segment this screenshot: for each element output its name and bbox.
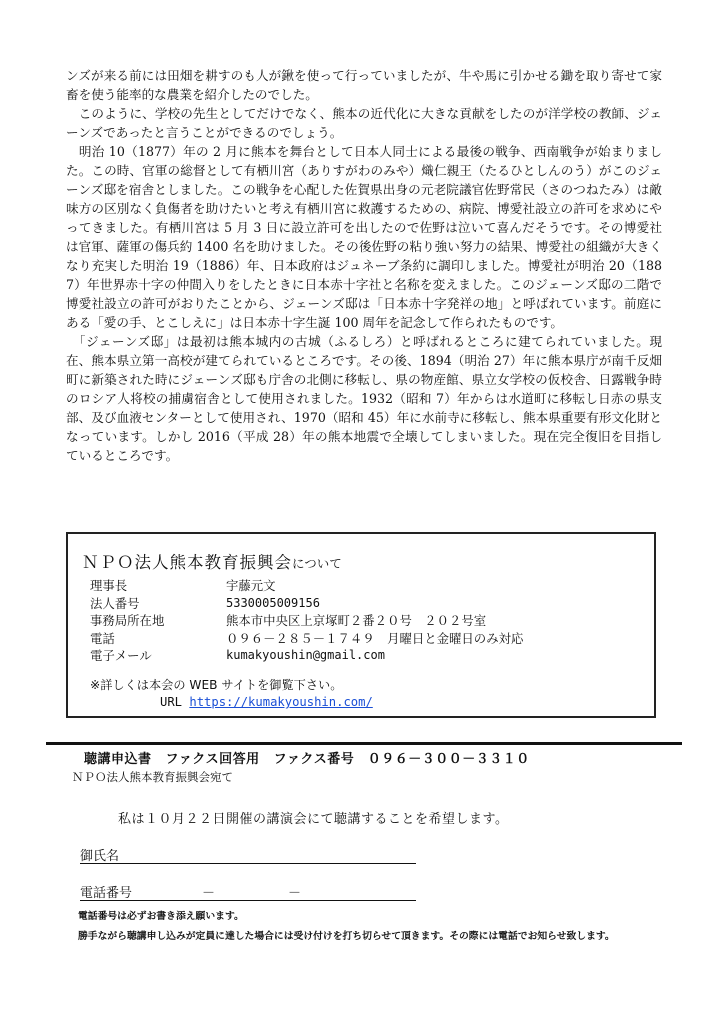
email-address: kumakyoushin@gmail.com [226,648,385,663]
info-box-title-suffix: について [292,556,342,571]
info-row-phone [90,630,650,648]
info-label: 理事長 [90,578,128,593]
form-header-title: 聴講申込書 [84,752,152,767]
website-note: ※詳しくは本会の WEB サイトを御覧下さい。 [90,678,343,692]
phone-separator: － [202,886,216,901]
form-header-fax-number: ファクス番号 ０９６－３００－３３１０ [273,752,530,767]
article-paragraph: 「ジェーンズ邸」は最初は熊本城内の古城（ふるしろ）と呼ばれるところに建てられていました。現在、熊本県立第一高校が建てられているところです。その後、1894（明治 27）年に熊本県庁が南千反畑町に新築された時にジェーンズ邸も庁舎の北側に移転し、県の物産館、県立女学校の仮校舎、日露戦争時のロシア人将校の捕虜宿舎として使用されました。1932（昭和 7）年からは水道町に移転し日赤の県支部、及び血液センターとして使用され、1970（昭和 45）年に水前寺に移転し、熊本県重要有形文化財となっています。しかし 2016（平成 28）年の熊本地震で全壊してしまいました。現在完全復旧を目指しているところです。 [66,334,662,463]
form-divider-line [46,742,682,745]
website-link[interactable]: https://kumakyoushin.com/ [189,695,373,709]
url-label: URL [160,695,183,709]
name-label: 御氏名 [80,849,120,864]
info-value: 宇藤元文 [226,578,276,593]
info-row-address [90,612,650,630]
website-url-line [160,695,373,709]
info-box-title-main: ＮＰＯ法人熊本教育振興会 [82,553,292,572]
info-row-chairman [90,577,650,595]
article-body [66,66,662,465]
name-field[interactable] [80,845,416,864]
info-box-title [82,549,342,573]
info-value: 熊本市中央区上京塚町２番２０号 ２０２号室 [226,613,487,629]
article-paragraph: ンズが来る前には田畑を耕すのも人が鍬を使って行っていましたが、牛や馬に引かせる鋤を取り寄せて家畜を使う能率的な農業を紹介したのでした。 [66,68,662,102]
article-paragraph: このように、学校の先生としてだけでなく、熊本の近代化に大きな貢献をしたのが洋学校の教師、ジェーンズであったと言うことができるのでしょう。 [66,106,662,140]
form-header-fax-reply: ファクス回答用 [165,752,260,767]
info-label: 事務局所在地 [90,613,165,629]
info-value: ０９６－２８５－１７４９ 月曜日と金曜日のみ対応 [226,630,524,646]
article-paragraph: 明治 10（1877）年の 2 月に熊本を舞台として日本人同士による最後の戦争、西南戦争が始まりました。この時、官軍の総督として有栖川宮（ありすがわのみや）熾仁親王（たるひとしんのう）がこのジェーンズ邸を宿舎としました。この戦争を心配した佐賀県出身の元老院議官佐野常民（さのつねたみ）は敵味方の区別なく負傷者を助けたいと考え有栖川宮に救護するための、病院、博愛社設立の許可を求めにやってきました。有栖川宮は 5 月 3 日に設立許可を出したので佐野は泣いて喜んだそうです。その博愛社は官軍、薩軍の傷兵約 1400 名を助けました。その後佐野の粘り強い努力の結果、博愛社の組織が大きくなり充実した明治 19（1886）年、日本政府はジュネーブ条約に調印しました。博愛社が明治 20（1887）年世界赤十字の仲間入りをしたときに日本赤十字社と名称を変えました。このジェーンズ邸の二階で博愛社設立の許可がおりたことから、ジェーンズ邸は「日本赤十字発祥の地」と呼ばれています。前庭にある「愛の手、とこしえに」は日本赤十字生誕 100 周年を記念して作られたものです。 [66,144,662,330]
organization-info-box [66,532,656,718]
info-label: 法人番号 [90,595,140,611]
phone-label: 電話番号 [80,886,133,901]
phone-required-note: 電話番号は必ずお書き添え願います。 [78,911,244,922]
info-label: 電子メール [90,648,152,664]
phone-field[interactable] [80,882,416,901]
phone-separator: － [288,886,302,901]
application-form-header [84,748,544,767]
info-label: 電話 [90,630,115,646]
capacity-note: 勝手ながら聴講申し込みが定員に達した場合には受け付けを打ち切らせて頂きます。その際には電話でお知らせ致します。 [78,931,615,942]
info-row-email [90,647,650,665]
info-value: 5330005009156 [226,595,320,610]
form-recipient: ＮＰＯ法人熊本教育振興会宛て [72,770,233,784]
form-statement: 私は１０月２２日開催の講演会にて聴講することを希望します。 [118,812,509,827]
info-rows [90,577,650,665]
info-row-corporate-number [90,595,650,613]
